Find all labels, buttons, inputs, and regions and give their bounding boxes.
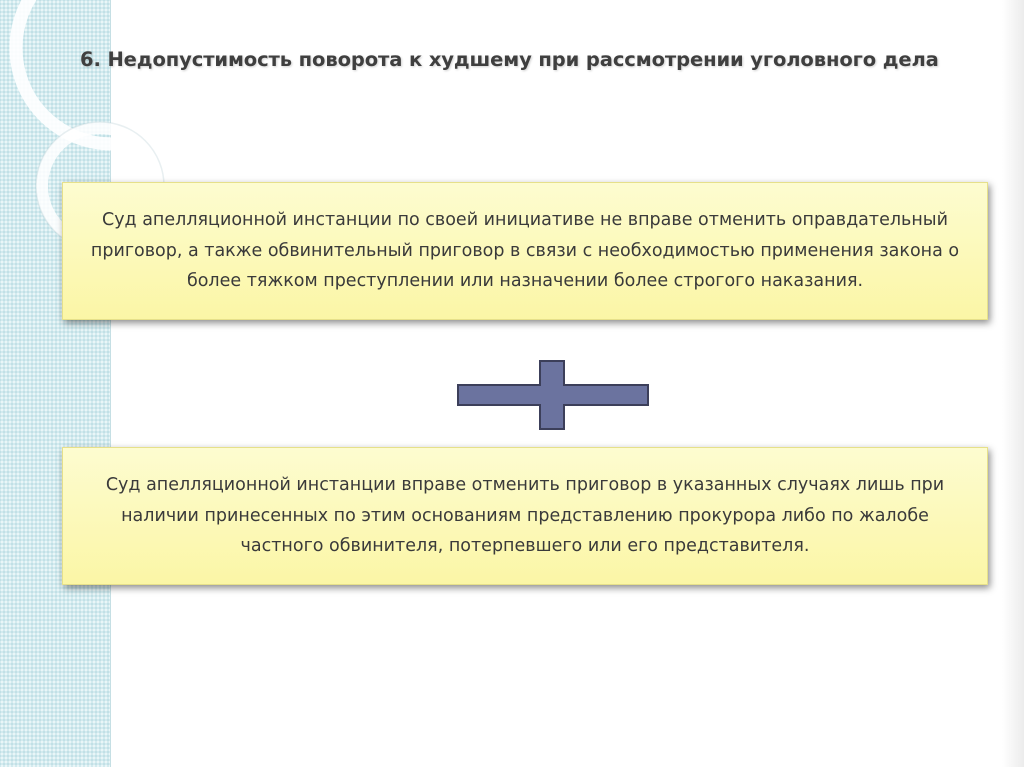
plus-cross-icon <box>456 360 650 430</box>
decorative-right-shadow <box>1002 0 1024 767</box>
plus-cross-shape <box>458 361 648 429</box>
slide-title: 6. Недопустимость поворота к худшему при рассмотрении уголовного дела <box>80 48 939 71</box>
top-statement-box <box>62 182 988 320</box>
decorative-side-band <box>0 0 111 767</box>
bottom-statement-box <box>62 447 988 585</box>
top-statement-text: Суд апелляционной инстанции по своей инициативе не вправе отменить оправдательный приговор, а также обвинительный приговор в связи с необходимостью применения закона о более тяжком преступлении или назначении более строгого наказания. <box>90 210 960 292</box>
bottom-statement-text: Суд апелляционной инстанции вправе отменить приговор в указанных случаях лишь при наличии принесенных по этим основаниям представлению прокурора либо по жалобе частного обвинителя, потерпевшего или его представителя. <box>105 475 945 557</box>
